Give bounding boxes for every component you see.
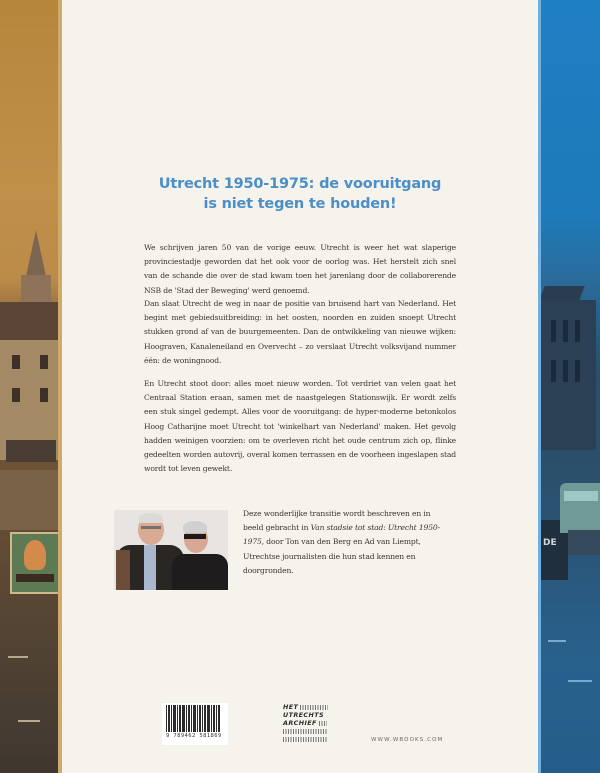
blurb-paragraph-2: En Utrecht stoot door: alles moet nieuw worden. Tot verdriet van velen gaat het Centraal Station eraan, samen met de naastgelegen Stationswijk. Er wordt zelfs een stuk singel gedempt. Alles voor de vooruitgang: de hyper-moderne betonkolos Hoog Catharijne moet Utrecht tot 'winkelhart van Nederland' maken. Het gevolg hadden weinigen voorzien: om te overleven richt het oude centrum zich op, flinke gedeelten worden autovrij, overal komen terrassen en de voorheen ingeslapen stad wordt tot leven gewekt. [144,379,456,474]
bio-text-after: , door Ton van den Berg en Ad van Liempt, Utrechtse journalisten die hun stad kennen en doorgronden. [243,537,421,575]
isbn-number: 9 789462 581869 [166,733,222,739]
bus [560,483,600,533]
window [563,360,568,382]
headline-line-1: Utrecht 1950-1975: de vooruitgang [158,176,442,192]
logo-hatch [319,721,327,726]
isbn-barcode [162,703,228,745]
author-1-glasses [141,526,161,529]
logo-hatch [283,737,327,742]
road-marking [568,680,592,682]
logo-word-het: HET [283,703,299,711]
author-2-hair [183,521,207,533]
publisher-website: WWW.WBOOKS.COM [371,737,444,743]
logo-word-utrechts: UTRECHTS [283,711,325,720]
back-cover-panel [62,0,538,773]
right-blue-photo-strip [538,0,600,773]
barcode-bars [166,705,224,732]
truck-mascot [24,540,46,570]
strip-edge [538,0,541,773]
truck-logo [16,574,54,582]
left-sepia-photo-strip [0,0,62,773]
headline-line-2: is niet tegen te houden! [203,196,397,212]
window [575,360,580,382]
road-marking [8,656,28,658]
street-scene [0,470,62,530]
window [12,355,20,369]
window [12,388,20,402]
road-marking [18,720,40,722]
logo-hatch [283,729,327,734]
shop-awning [6,440,56,462]
bio-text-before: Deze wonderlijke transitie wordt beschreven en in beeld gebracht in [243,509,431,533]
window [551,360,556,382]
blurb-paragraph-1b: Dan slaat Utrecht de weg in naar de positie van bruisend hart van Nederland. Het begint met gebiedsuitbreiding: in het oosten, noorden en zuiden snoept Utrecht stukken grond af van de buurgemeenten. Dan de ontwikkeling van nieuwe wijken: Hoograven, Kanaleneiland en Overvecht – zo verslaat Utrecht volksvijand nummer één: de woningnood. [144,299,456,365]
book-title: Van stadsie tot stad: Utrecht 1950-1975 [243,523,440,547]
station-building [541,300,596,450]
building-roof [0,302,62,340]
window [551,320,556,342]
church-spire [26,230,46,276]
author-2-body [172,554,228,590]
church-tower [21,275,51,305]
window [40,355,48,369]
logo-word-archief: ARCHIEF [283,719,317,728]
authors-photo [114,510,228,590]
author-2-glasses [184,534,206,539]
road-marking [548,640,566,642]
cover-headline [62,174,538,214]
author-1-sleeve [116,550,130,590]
logo-hatch [300,705,328,710]
bus-windows [564,491,598,501]
author-1-hair [139,513,163,523]
window [575,320,580,342]
car [568,530,600,555]
window [563,320,568,342]
truck-lettering: DE [543,538,557,548]
author-1-shirt [144,545,156,590]
blurb-paragraph-1: We schrijven jaren 50 van de vorige eeuw. Utrecht is weer het wat slaperige provinciestadje geworden dat het ook voor de oorlog was. Het herstelt zich snel van de schande die over de stad kwam toen het jarenlang door de collaborerende NSB de 'Stad der Beweging' werd genoemd. [144,243,456,295]
window [40,388,48,402]
het-utrechts-archief-logo [283,703,343,744]
authors-bio [243,507,443,578]
verkade-truck [10,532,60,594]
